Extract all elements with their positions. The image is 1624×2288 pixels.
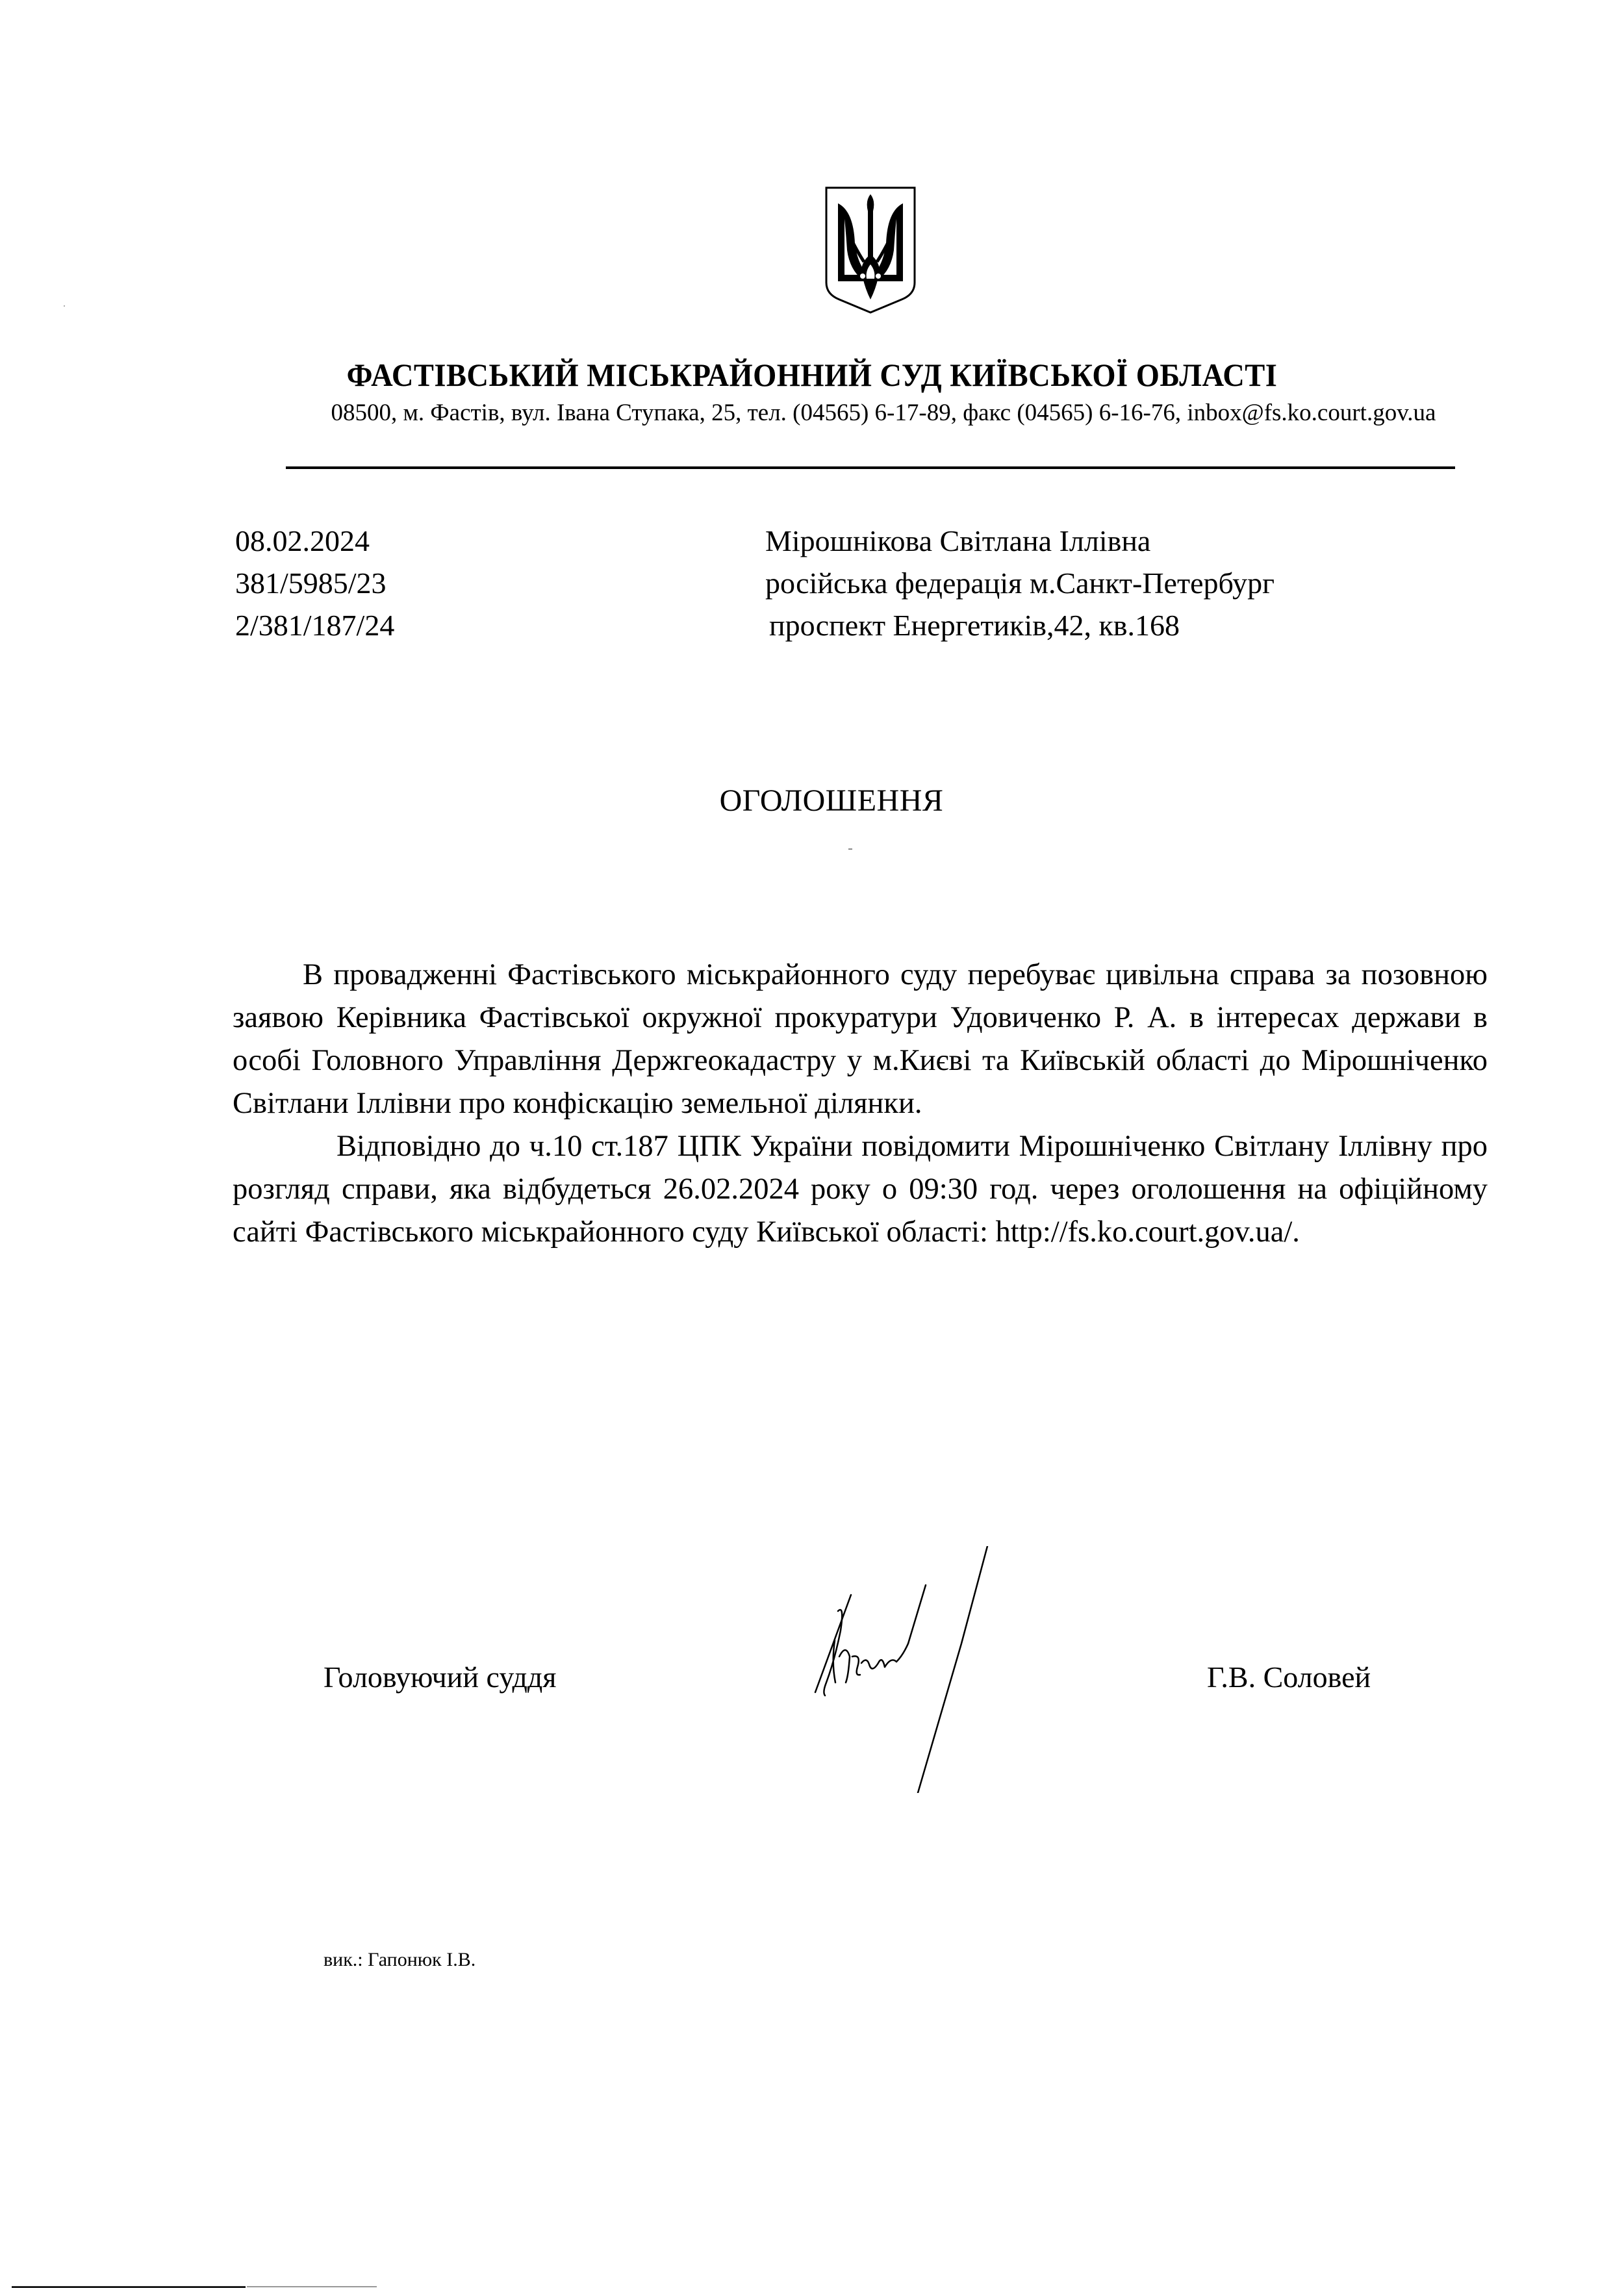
scan-speck xyxy=(848,848,852,850)
case-number: 381/5985/23 xyxy=(235,566,387,600)
executor-note: вик.: Гапонюк І.В. xyxy=(324,1949,476,1970)
scan-edge-artifact xyxy=(247,2286,377,2287)
body-paragraph: В провадженні Фастівського міськрайонного суду перебуває цивільна справа за позовною заявою Керівника Фастівської окружної прокуратури Удовиченко Р. А. в інтересах держави в особі Головного Управління Держгеокадастру у м.Києві та Київській області до Мірошніченко Світлани Іллівни про конфіскацію земельної ділянки. xyxy=(233,958,1488,1120)
body-paragraph: Відповідно до ч.10 ст.187 ЦПК України повідомити Мірошніченко Світлану Іллівну про розгляд справи, яка відбудеться 26.02.2024 року о 09:30 год. через оголошення на офіційному сайті Фастівського міськрайонного суду Київської області: http://fs.ko.court.gov.ua/. xyxy=(233,1130,1488,1249)
addressee-city: російська федерація м.Санкт-Петербург xyxy=(765,566,1275,600)
handwritten-signature-icon xyxy=(702,1546,1039,1793)
scan-speck xyxy=(64,305,65,307)
announcement-body xyxy=(233,954,1488,1254)
outgoing-number: 2/381/187/24 xyxy=(235,609,395,642)
addressee-block xyxy=(765,520,1275,646)
document-date: 08.02.2024 xyxy=(235,524,370,557)
court-name-heading: ФАСТІВСЬКИЙ МІСЬКРАЙОННИЙ СУД КИЇВСЬКОЇ ОБЛАСТІ xyxy=(346,357,1278,393)
court-contact-line: 08500, м. Фастів, вул. Івана Ступака, 25, тел. (04565) 6-17-89, факс (04565) 6-16-76, inbox@fs.ko.court.gov.ua xyxy=(331,400,1436,426)
signer-name: Г.В. Соловей xyxy=(1207,1660,1371,1694)
reference-block xyxy=(235,520,394,646)
signer-role: Головуючий суддя xyxy=(324,1660,557,1694)
header-divider xyxy=(286,466,1455,469)
document-title: ОГОЛОШЕННЯ xyxy=(719,783,944,818)
addressee-name: Мірошнікова Світлана Іллівна xyxy=(765,524,1151,557)
addressee-street: проспект Енергетиків,42, кв.168 xyxy=(769,609,1180,642)
coat-of-arms-icon xyxy=(824,185,917,315)
